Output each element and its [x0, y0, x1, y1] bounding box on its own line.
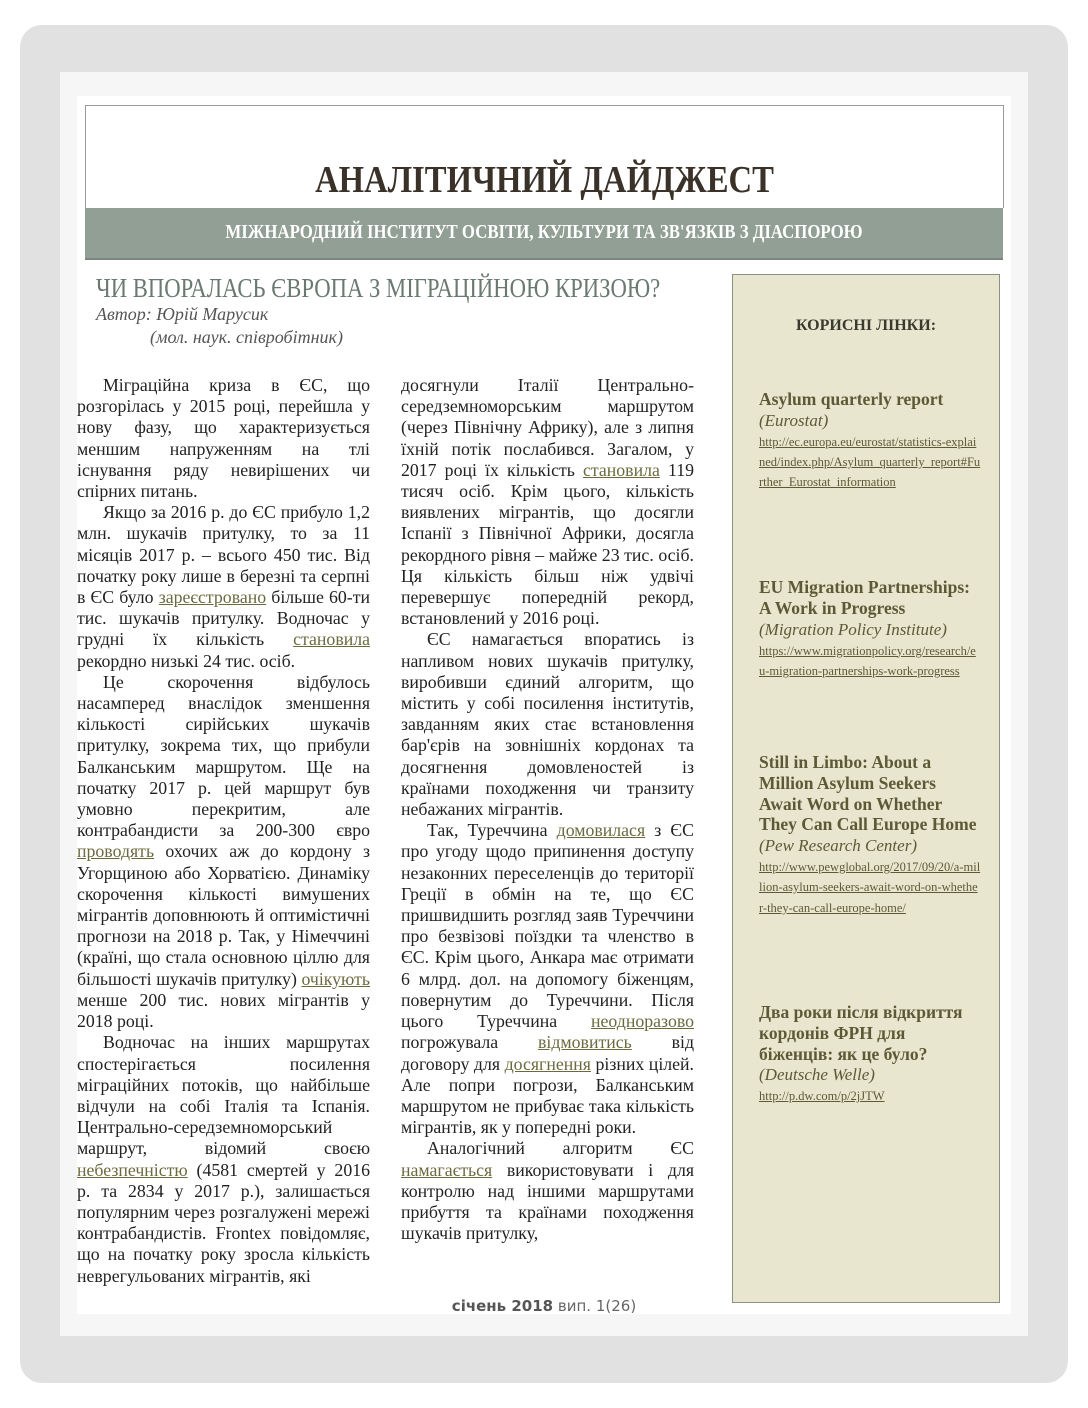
link-expect[interactable]: очікують: [301, 968, 370, 989]
paragraph: Водночас на інших маршрутах спостерігається посилення міграційних потоків, що найбільше відчули на собі Італія та Іспанія. Центрально-середземноморський маршрут, відомий своєю небезпечністю (4581 смертей у 2016 р. та 2834 у 2017 р.), залишається популярним через розгалужені мережі контрабандистів. Frontex повідомляє, що на початку року зросла кількість неврегульованих мігрантів, які: [77, 1032, 370, 1286]
link-title: Два роки після відкриття кордонів ФРН для біженців: як це було?: [759, 1002, 963, 1064]
link-url[interactable]: http://ec.europa.eu/eurostat/statistics-explained/index.php/Asylum_quarterly_report#Further_Eurostat_information: [759, 434, 981, 490]
paragraph: Це скорочення відбулось насамперед внаслідок зменшення кількості сирійських шукачів притулку, зокрема тих, що прибули Балканським маршрутом. Ще на початку 2017 р. цей маршрут був умовно перекритим, але контрабандисти за 200-300 євро проводять охочих аж до кордону з Угорщиною або Хорватією. Динаміку скорочення кількості вимушених мігрантів доповнюють й оптимістичні прогнози на 2018 р. Так, у Німеччині (країні, що стала основною ціллю для більшості шукачів притулку) очікують менше 200 тис. нових мігрантів у 2018 році.: [77, 671, 370, 1032]
link-registered[interactable]: зареєстровано: [158, 587, 267, 608]
link-title: Still in Limbo: About a Million Asylum Seekers Await Word on Whether They Can Call Europe Home: [759, 752, 977, 835]
author-role: (мол. наук. співробітник): [150, 327, 343, 347]
article-author: Автор: Юрій Марусик: [96, 304, 269, 324]
link-title: Asylum quarterly report: [759, 389, 944, 409]
institute-band: [85, 208, 1003, 260]
link-source: (Eurostat): [759, 410, 829, 430]
link-refuse[interactable]: відмовитись: [538, 1032, 632, 1053]
article-title: ЧИ ВПОРАЛАСЬ ЄВРОПА З МІГРАЦІЙНОЮ КРИЗОЮ?: [96, 273, 661, 303]
link-url[interactable]: https://www.migrationpolicy.org/research/eu-migration-partnerships-work-progress: [759, 643, 976, 678]
article-column-1: [77, 375, 370, 1287]
sidebar-title: КОРИСНІ ЛІНКИ:: [795, 317, 937, 334]
issue-number: вип. 1(26): [557, 1297, 637, 1315]
link-source: (Deutsche Welle): [759, 1065, 875, 1085]
institute-name: МІЖНАРОДНИЙ ІНСТИТУТ ОСВІТИ, КУЛЬТУРИ ТА ЗВ'ЯЗКІВ З ДІАСПОРОЮ: [225, 221, 863, 243]
link-url[interactable]: http://www.pewglobal.org/2017/09/20/a-million-asylum-seekers-await-word-on-whether-they-can-call-europe-home/: [759, 860, 981, 915]
link-url[interactable]: http://p.dw.com/p/2jJTW: [759, 1089, 885, 1104]
link-item-dw: [759, 1002, 981, 1106]
useful-links-sidebar: [732, 274, 1000, 1303]
link-repeatedly[interactable]: неодноразово: [591, 1011, 694, 1032]
link-item-mpi: [759, 577, 981, 680]
paragraph: Так, Туреччина домовилася з ЄС про угоду щодо припинення доступу незаконних переселенців до території Греції в обмін на те, що ЄС пришвидшить розгляд заяв Туреччини про безвізові поїздки та членство в ЄС. Крім цього, Анкара має отримати 6 млрд. дол. на допомогу біженцям, повернутим до Туреччини. Після цього Туреччина неодноразово погрожувала відмовитись від договору для досягнення різних цілей. Але попри погрози, Балканським маршрутом не прибуває така кількість мігрантів, як у попередні роки.: [401, 820, 694, 1138]
link-agreed[interactable]: домовилася: [556, 820, 646, 841]
link-source: (Pew Research Center): [759, 836, 917, 856]
issue-footer: [0, 1297, 1088, 1315]
issue-date: січень 2018: [451, 1297, 554, 1315]
digest-title: АНАЛІТИЧНИЙ ДАЙДЖЕСТ: [315, 159, 774, 201]
paragraph: ЄС намагається впоратись із напливом нових шукачів притулку, виробивши єдиний алгоритм, що містить у собі посилення інститутів, завданням яких стає встановлення бар'єрів на зовнішніх кордонах та досягнення домовленостей із країнами походження чи транзиту небажаних мігрантів.: [401, 629, 694, 820]
article-column-2: [401, 375, 694, 1244]
link-item-eurostat: [759, 389, 981, 492]
paragraph: досягнули Італії Центрально-середземноморським маршрутом (через Північну Африку), але з липня їхній потік послабився. Загалом, у 2017 році їх кількість становила 119 тисяч осіб. Крім цього, кількість виявлених мігрантів, що досягли Іспанії з Північної Африки, досягла рекордного рівня – майже 23 тис. осіб. Ця кількість більш ніж удвічі перевершує попередній рекорд, встановлений у 2016 році.: [401, 375, 694, 629]
link-title: EU Migration Partnerships: A Work in Progress: [759, 577, 970, 618]
link-smuggle[interactable]: проводять: [77, 841, 155, 862]
link-danger[interactable]: небезпечністю: [77, 1159, 188, 1180]
link-source: (Migration Policy Institute): [759, 619, 947, 639]
paragraph: Міграційна криза в ЄС, що розгорілась у 2015 році, перейшла у нову фазу, що характеризується меншим напруженням на тлі існування ряду невирішених чи спірних питань.: [77, 375, 370, 502]
link-achieve[interactable]: досягнення: [504, 1053, 591, 1074]
masthead: [85, 105, 1004, 208]
paragraph: Якщо за 2016 р. до ЄС прибуло 1,2 млн. шукачів притулку, то за 11 місяців 2017 р. – всього 450 тис. Від початку року лише в березні та серпні в ЄС було зареєстровано більше 60-ти тис. шукачів притулку. Водночас у грудні їх кількість становила рекордно низькі 24 тис. осіб.: [77, 502, 371, 671]
link-amounted-2[interactable]: становила: [583, 459, 660, 480]
link-item-pew: [759, 752, 981, 917]
paragraph: Аналогічний алгоритм ЄС намагається використовувати і для контролю над іншими маршрутами прибуття та країнами походження шукачів притулку,: [401, 1138, 694, 1244]
link-tries[interactable]: намагається: [401, 1159, 493, 1180]
link-amounted[interactable]: становила: [293, 629, 370, 650]
